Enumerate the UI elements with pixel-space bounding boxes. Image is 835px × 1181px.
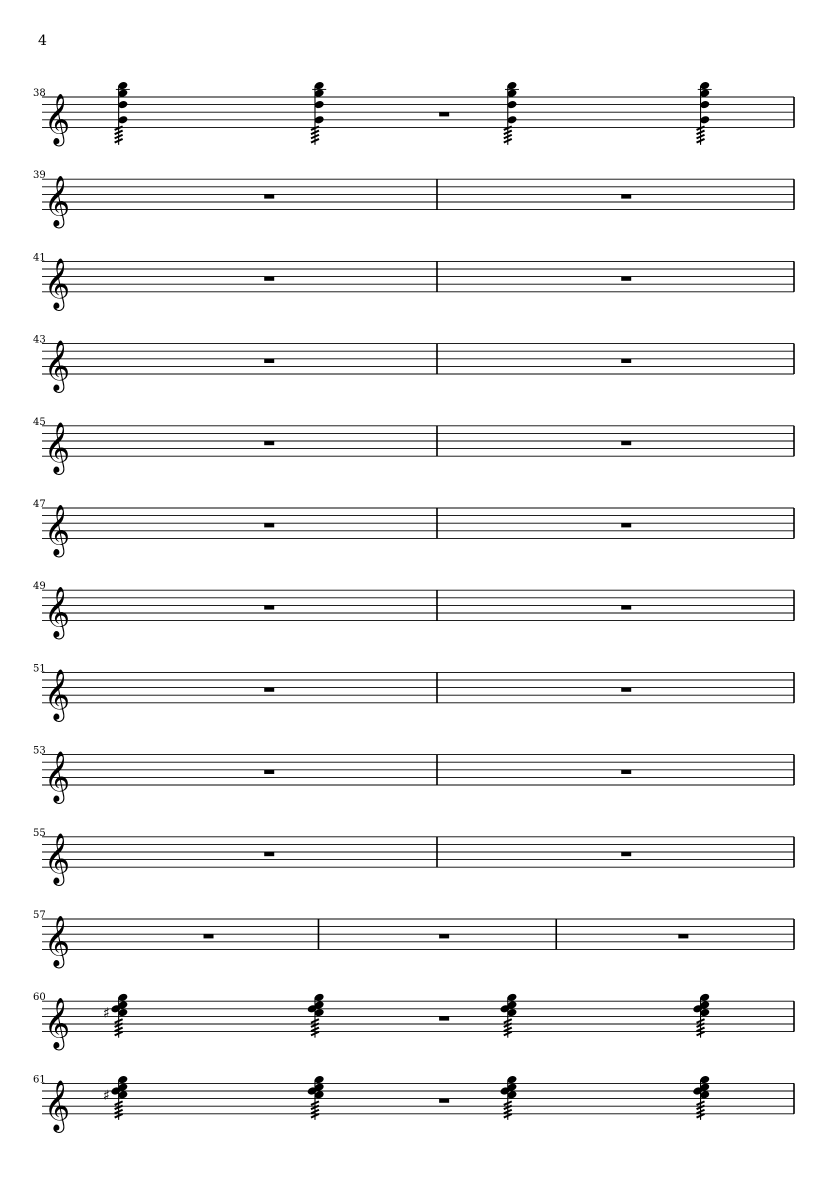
staff-system (33, 170, 794, 228)
measure-number: 51 (33, 663, 46, 675)
measure-number: 57 (33, 910, 46, 921)
staff-system (33, 335, 794, 393)
whole-rest (621, 441, 631, 445)
measure-number: 39 (33, 170, 46, 182)
whole-rest (621, 194, 631, 198)
staff-system (33, 1074, 794, 1132)
measure-number: 43 (33, 334, 46, 346)
whole-rest (621, 688, 631, 692)
staff-system (33, 746, 794, 804)
treble-clef-icon: 𝄞 (44, 340, 71, 391)
whole-rest (678, 934, 688, 938)
sharp-icon: ♯ (102, 1087, 110, 1104)
whole-rest (264, 194, 274, 198)
staff-system (33, 910, 794, 968)
measure-number: 41 (33, 252, 46, 264)
tremolo-chord (504, 81, 519, 145)
whole-rest (621, 277, 631, 281)
whole-rest (621, 605, 631, 609)
whole-rest (264, 605, 274, 609)
treble-clef-icon: 𝄞 (44, 1079, 71, 1131)
measure-number: 45 (33, 416, 46, 428)
sharp-icon: ♯ (102, 1005, 110, 1022)
treble-clef-icon: 𝄞 (44, 504, 71, 556)
measure-number: 61 (33, 1074, 46, 1086)
staff-system (33, 499, 794, 557)
whole-rest (439, 1016, 449, 1020)
tremolo-chord (103, 993, 128, 1038)
measure-number: 55 (33, 827, 46, 839)
tremolo-chord (115, 81, 130, 145)
tremolo-chord (311, 81, 326, 145)
whole-rest (264, 277, 274, 281)
measure-number: 38 (33, 88, 46, 99)
staff-system (33, 828, 794, 886)
treble-clef-icon: 𝄞 (44, 833, 71, 885)
treble-clef-icon: 𝄞 (44, 586, 71, 638)
whole-rest (264, 852, 274, 856)
staff-system (33, 252, 794, 310)
measure-number: 47 (33, 499, 46, 510)
whole-rest (264, 359, 274, 363)
treble-clef-icon: 𝄞 (44, 422, 71, 474)
tremolo-chord (307, 993, 325, 1038)
staff-system (33, 663, 794, 721)
staff-system (33, 581, 794, 639)
tremolo-chord (692, 1075, 710, 1120)
tremolo-chord (103, 1075, 128, 1120)
whole-rest (621, 770, 631, 774)
whole-rest (621, 852, 631, 856)
whole-rest (621, 523, 631, 527)
whole-rest (439, 934, 449, 938)
treble-clef-icon: 𝄞 (44, 915, 71, 967)
whole-rest (264, 523, 274, 527)
whole-rest (439, 112, 449, 116)
page-number: 4 (38, 33, 47, 49)
measure-number: 53 (33, 745, 46, 757)
treble-clef-icon: 𝄞 (44, 997, 71, 1049)
tremolo-chord (692, 993, 710, 1038)
treble-clef-icon: 𝄞 (44, 93, 71, 145)
staff-system (33, 81, 794, 147)
measure-number: 60 (33, 992, 46, 1004)
tremolo-chord (697, 81, 712, 145)
treble-clef-icon: 𝄞 (44, 175, 71, 227)
tremolo-chord (499, 1075, 517, 1120)
whole-rest (204, 934, 214, 938)
treble-clef-icon: 𝄞 (44, 751, 71, 802)
treble-clef-icon: 𝄞 (44, 257, 71, 309)
tremolo-chord (499, 993, 517, 1038)
whole-rest (264, 441, 274, 445)
whole-rest (439, 1099, 449, 1103)
tremolo-chord (307, 1075, 325, 1120)
measure-number: 49 (33, 581, 46, 593)
staff-system (33, 992, 794, 1050)
whole-rest (264, 770, 274, 774)
treble-clef-icon: 𝄞 (44, 668, 71, 720)
whole-rest (264, 688, 274, 692)
whole-rest (621, 359, 631, 363)
staff-system (33, 417, 794, 475)
